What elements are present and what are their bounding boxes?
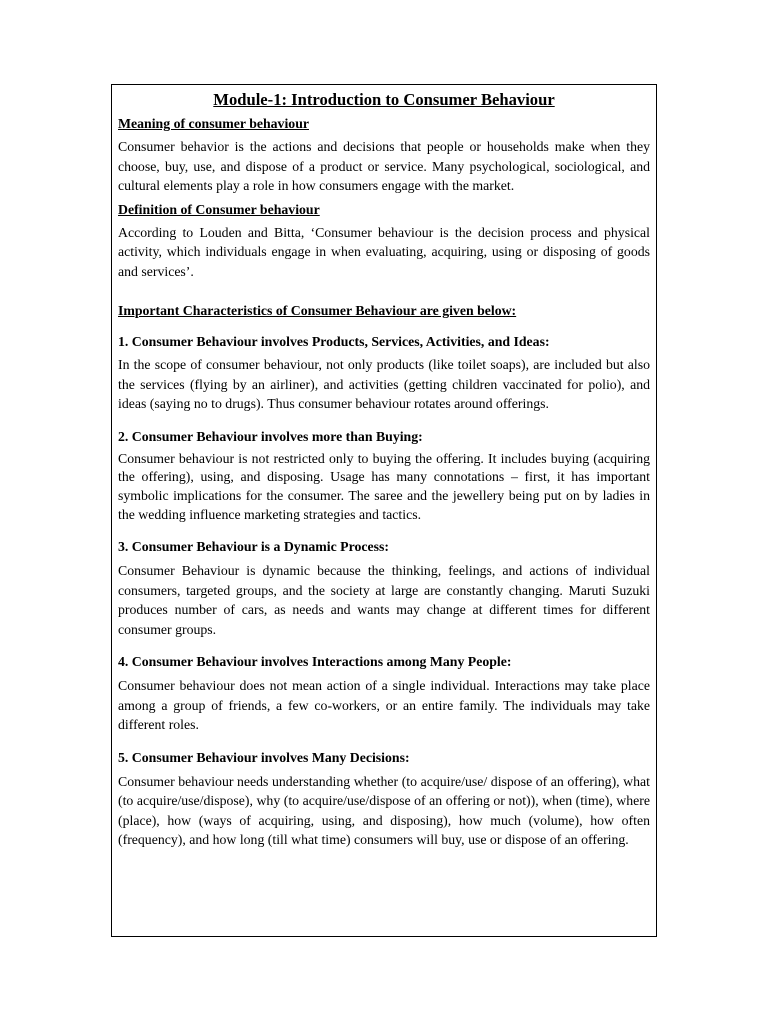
meaning-heading: Meaning of consumer behaviour <box>118 116 309 131</box>
definition-heading: Definition of Consumer behaviour <box>118 201 320 217</box>
section-2-paragraph: Consumer behaviour is not restricted only to buying the offering. It includes buying (acquiring the offering), using, and disposing. Usage has many connotations – first, it has important symbolic implications for the consumer. The saree and the jewellery being put on by ladies in the wedding influence marketing strategies and tactics. <box>118 450 650 522</box>
section-5-heading: 5. Consumer Behaviour involves Many Decisions: <box>118 749 410 765</box>
section-5-paragraph: Consumer behaviour needs understanding whether (to acquire/use/ dispose of an offering), what (to acquire/use/dispose), why (to acquire/use/dispose of an offering or not)), when (time), where (place), how (ways of acquiring, using, and disposing), how much (volume), how often (frequency), and how long (till what time) consumers will buy, use or dispose of an offering. <box>118 773 650 848</box>
section-1-paragraph: In the scope of consumer behaviour, not only products (like toilet soaps), are included but also the services (flying by an airliner), and activities (getting children vaccinated for polio), and ideas (saying no to drugs). Thus consumer behaviour rotates around offerings. <box>118 357 650 411</box>
section-4-paragraph: Consumer behaviour does not mean action of a single individual. Interactions may take place among a group of friends, a few co-workers, or an entire family. The individuals may take different roles. <box>118 678 650 733</box>
definition-paragraph: According to Louden and Bitta, ‘Consumer behaviour is the decision process and physical activity, which individuals engage in when evaluating, acquiring, using or disposing of goods and services’. <box>118 224 650 279</box>
characteristics-heading: Important Characteristics of Consumer Behaviour are given below: <box>118 303 517 318</box>
section-3-heading: 3. Consumer Behaviour is a Dynamic Process: <box>118 539 389 555</box>
section-2-heading: 2. Consumer Behaviour involves more than Buying: <box>118 428 423 444</box>
page-title: Module-1: Introduction to Consumer Behaviour <box>213 90 555 109</box>
section-4-heading: 4. Consumer Behaviour involves Interactions among Many People: <box>118 654 512 670</box>
document-frame <box>111 84 657 937</box>
section-1-heading: 1. Consumer Behaviour involves Products, Services, Activities, and Ideas: <box>118 334 550 349</box>
section-3-paragraph: Consumer Behaviour is dynamic because the thinking, feelings, and actions of individual consumers, targeted groups, and the society at large are constantly changing. Maruti Suzuki produces number of cars, as needs and wants may change at different times for different consumer groups. <box>118 563 650 637</box>
meaning-paragraph: Consumer behavior is the actions and decisions that people or households make when they choose, buy, use, and dispose of a product or service. Many psychological, sociological, and cultural elements play a role in how consumers engage with the market. <box>118 139 650 193</box>
